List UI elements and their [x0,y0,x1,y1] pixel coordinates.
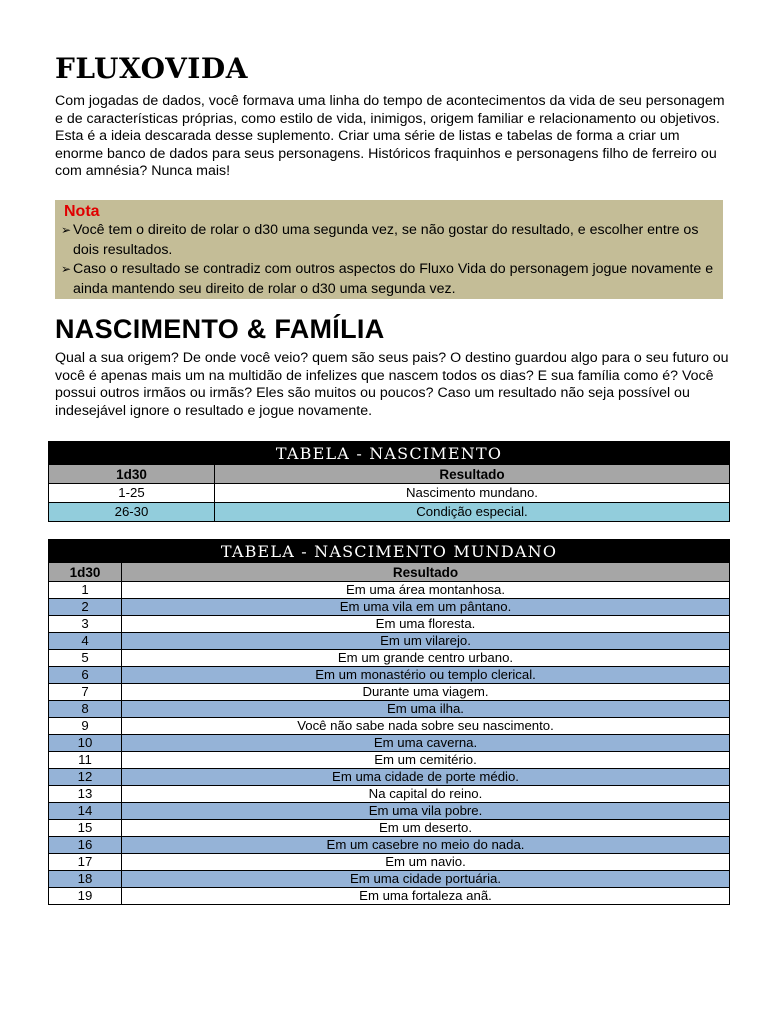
column-header-roll: 1d30 [49,465,215,484]
table-body [49,582,730,905]
roll-cell: 9 [49,718,122,735]
section-title: NASCIMENTO & FAMÍLIA [55,314,385,344]
result-cell: Em uma cidade portuária. [122,871,730,888]
result-cell: Em uma área montanhosa. [122,582,730,599]
table-row [49,684,730,701]
roll-cell: 26-30 [49,503,215,522]
roll-cell: 12 [49,769,122,786]
table-row [49,837,730,854]
result-cell: Em uma vila pobre. [122,803,730,820]
result-cell: Em um cemitério. [122,752,730,769]
roll-cell: 2 [49,599,122,616]
table-row [49,854,730,871]
roll-cell: 10 [49,735,122,752]
column-header-result: Resultado [122,563,730,582]
note-list [61,221,717,299]
roll-cell: 1-25 [49,484,215,503]
note-item [61,260,717,299]
roll-cell: 4 [49,633,122,650]
roll-cell: 1 [49,582,122,599]
roll-cell: 8 [49,701,122,718]
intro-text [55,93,730,181]
result-cell: Durante uma viagem. [122,684,730,701]
arrow-bullet-icon: ➢ [61,223,72,237]
result-cell: Em um casebre no meio do nada. [122,837,730,854]
table-row [49,735,730,752]
table-caption: TABELA - NASCIMENTO [49,442,730,465]
table-nascimento-mundano [48,539,730,905]
table-row [49,752,730,769]
roll-cell: 19 [49,888,122,905]
arrow-bullet-icon: ➢ [61,262,72,276]
table-nascimento [48,441,730,522]
column-header-roll: 1d30 [49,563,122,582]
result-cell: Em uma cidade de porte médio. [122,769,730,786]
table-row [49,484,730,503]
table-row [49,871,730,888]
intro-paragraph-1: Com jogadas de dados, você formava uma linha do tempo de acontecimentos da vida de seu personagem e de características próprias, como estilo de vida, inimigos, origem familiar e relacionamento ou objetivos. [55,93,725,127]
roll-cell: 7 [49,684,122,701]
table-row [49,803,730,820]
roll-cell: 16 [49,837,122,854]
table-row [49,820,730,837]
roll-cell: 17 [49,854,122,871]
table-row [49,888,730,905]
note-title: Nota [64,203,100,220]
table-row [49,633,730,650]
note-item-text: Caso o resultado se contradiz com outros aspectos do Fluxo Vida do personagem jogue novamente e ainda mantendo seu direito de rolar o d30 uma segunda vez. [73,261,714,297]
section-intro-text: Qual a sua origem? De onde você veio? quem são seus pais? O destino guardou algo para o seu futuro ou você é apenas mais um na multidão de infelizes que nascem todos os dias? E sua família como é? Você possui outros irmãos ou irmãs? Eles são muitos ou poucos? Caso um resultado não seja possível ou indesejável ignore o resultado e jogue novamente. [55,350,729,419]
result-cell: Em um grande centro urbano. [122,650,730,667]
table-row [49,769,730,786]
roll-cell: 11 [49,752,122,769]
table-row [49,667,730,684]
result-cell: Em um navio. [122,854,730,871]
page-title: FLUXOVIDA [55,52,248,85]
table-row [49,701,730,718]
roll-cell: 13 [49,786,122,803]
table-row [49,650,730,667]
result-cell: Condição especial. [215,503,730,522]
roll-cell: 18 [49,871,122,888]
roll-cell: 6 [49,667,122,684]
table-row [49,616,730,633]
column-header-result: Resultado [215,465,730,484]
result-cell: Em uma vila em um pântano. [122,599,730,616]
table-row [49,599,730,616]
table-row [49,786,730,803]
table-row [49,503,730,522]
result-cell: Em uma floresta. [122,616,730,633]
result-cell: Em um monastério ou templo clerical. [122,667,730,684]
result-cell: Você não sabe nada sobre seu nascimento. [122,718,730,735]
roll-cell: 3 [49,616,122,633]
roll-cell: 14 [49,803,122,820]
table-caption: TABELA - NASCIMENTO MUNDANO [49,540,730,563]
result-cell: Na capital do reino. [122,786,730,803]
roll-cell: 5 [49,650,122,667]
result-cell: Em uma fortaleza anã. [122,888,730,905]
table-row [49,718,730,735]
result-cell: Em uma caverna. [122,735,730,752]
note-item [61,221,717,260]
note-item-text: Você tem o direito de rolar o d30 uma segunda vez, se não gostar do resultado, e escolher entre os dois resultados. [73,222,699,258]
table-row [49,582,730,599]
note-box [55,200,723,299]
result-cell: Em um deserto. [122,820,730,837]
result-cell: Nascimento mundano. [215,484,730,503]
result-cell: Em um vilarejo. [122,633,730,650]
intro-paragraph-2: Esta é a ideia descarada desse suplemento. Criar uma série de listas e tabelas de forma a criar um enorme banco de dados para seus personagens. Históricos fraquinhos e personagens filho de ferreiro ou com amnésia? Nunca mais! [55,128,717,179]
result-cell: Em uma ilha. [122,701,730,718]
roll-cell: 15 [49,820,122,837]
